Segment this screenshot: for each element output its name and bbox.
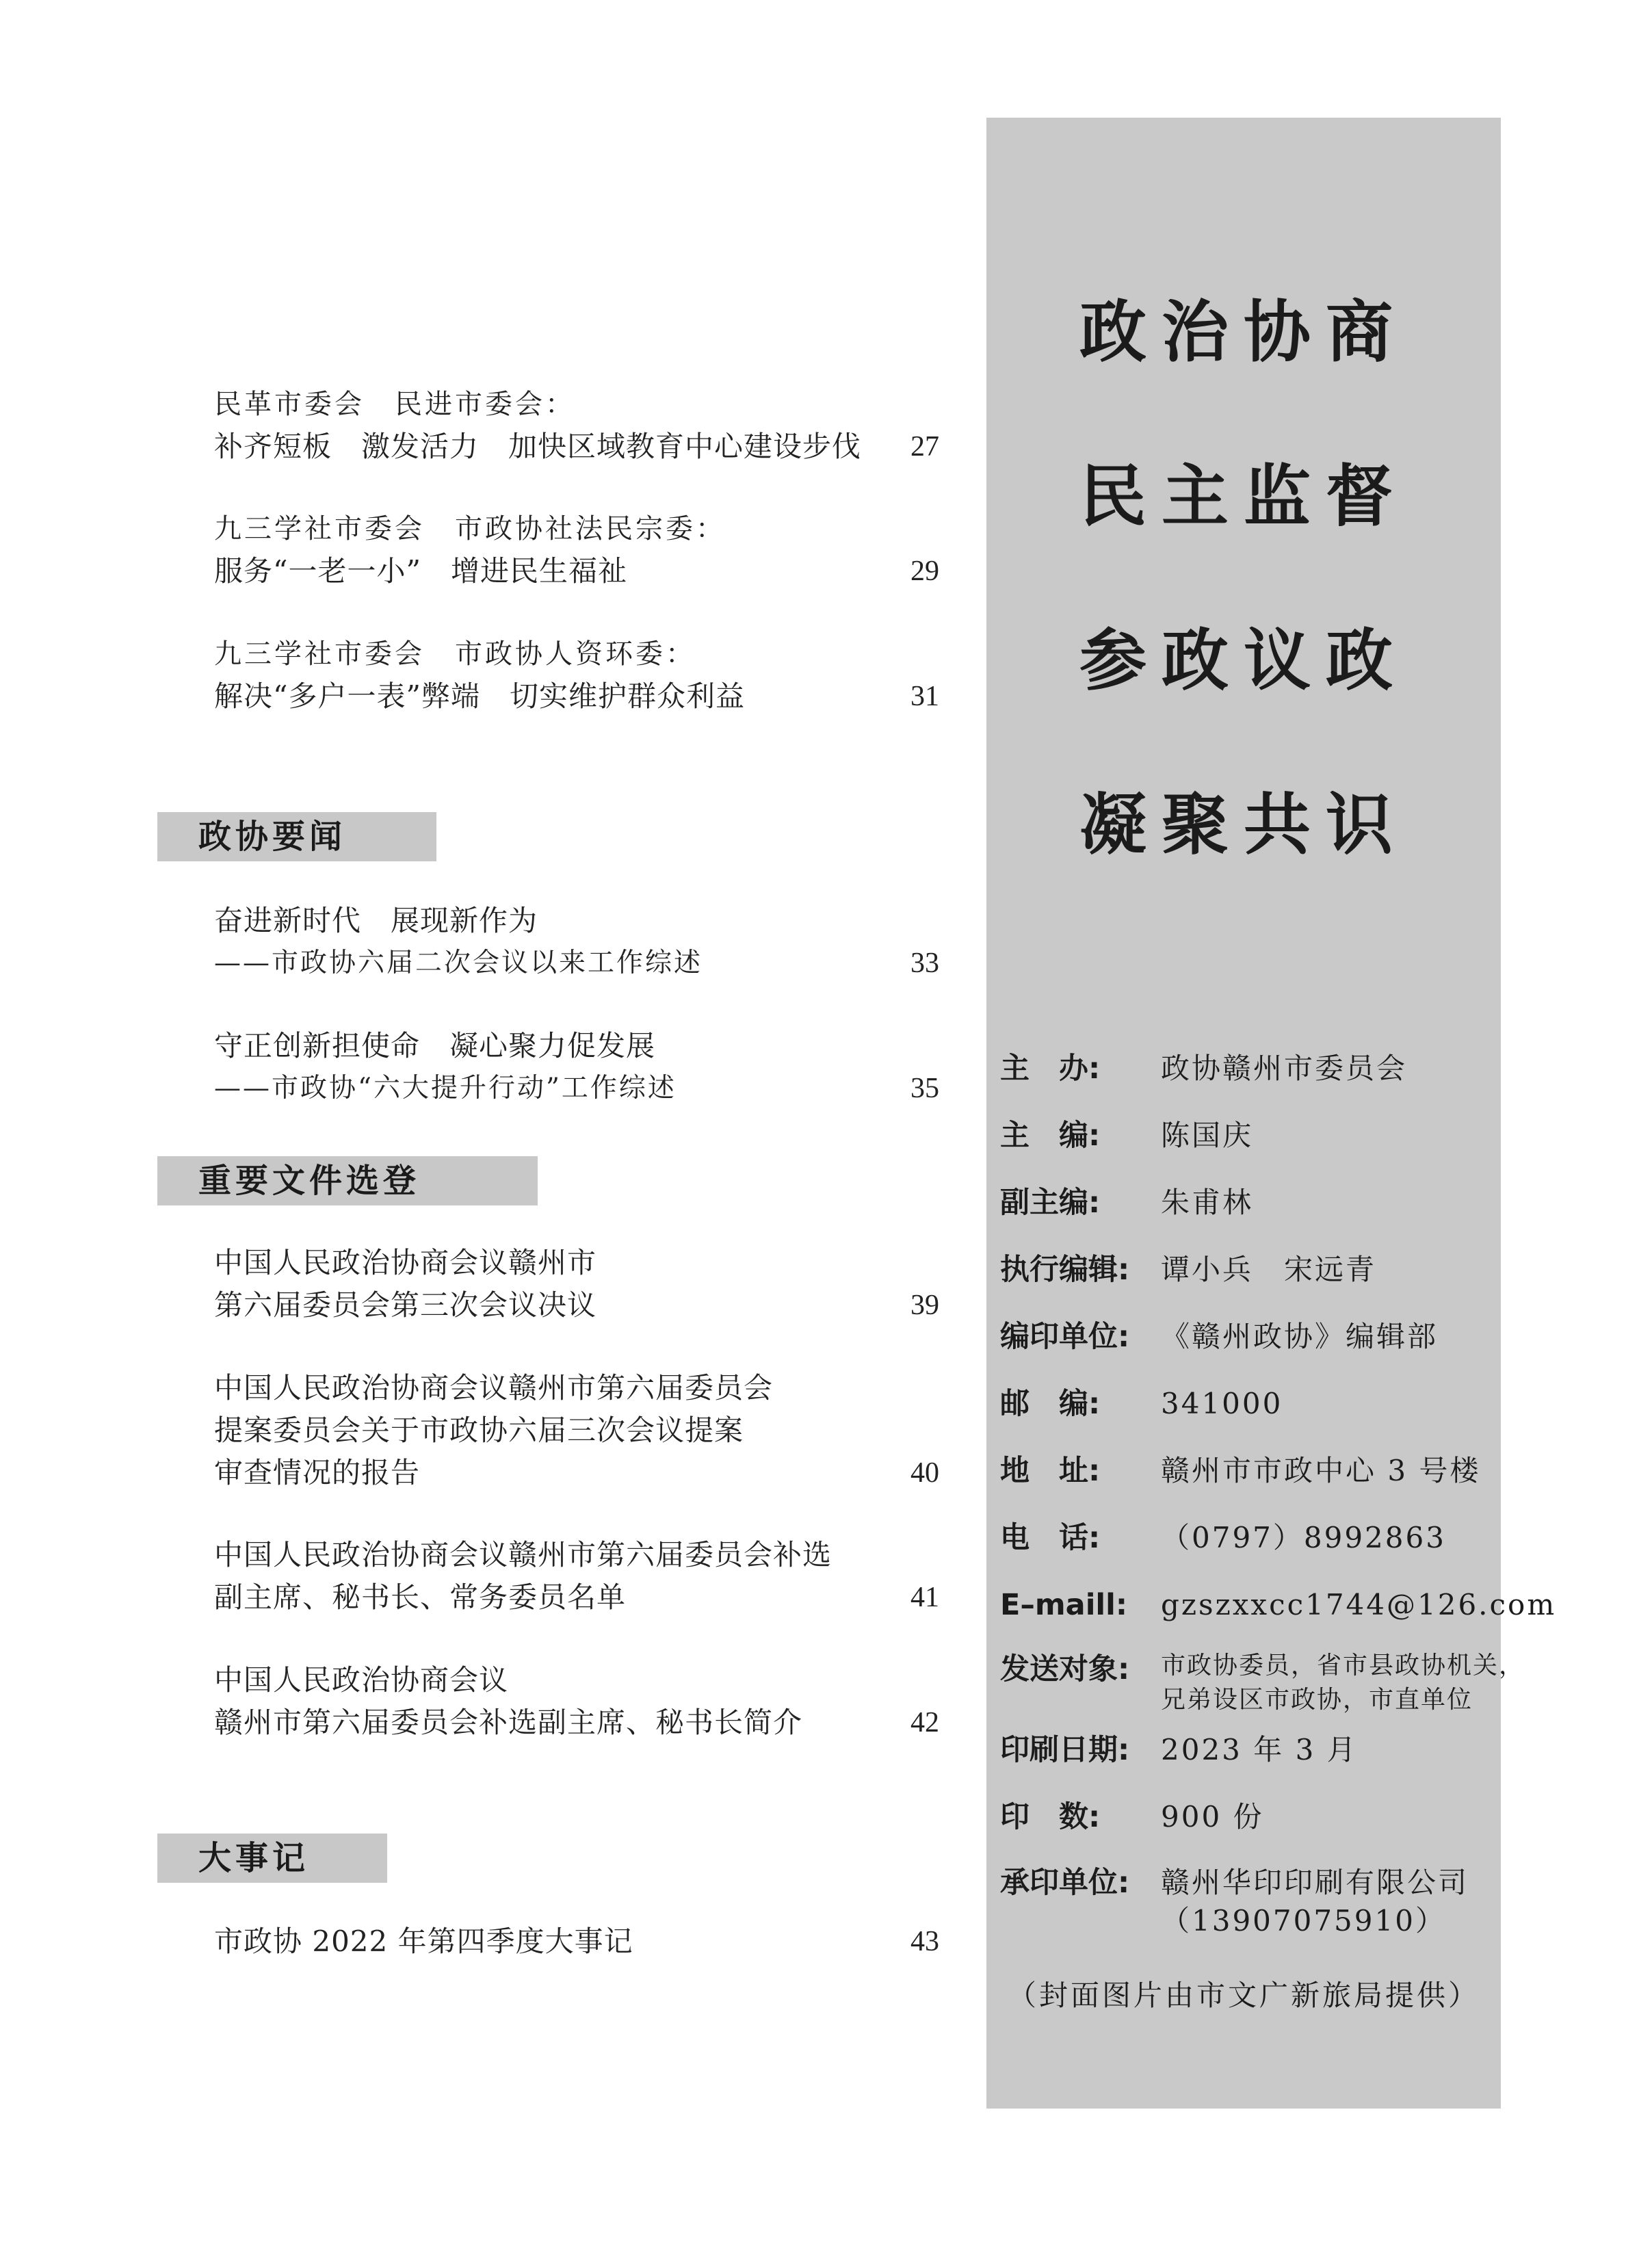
info-value: 2023 年 3 月 [1161,1733,1358,1766]
toc-page-number: 42 [910,1707,939,1738]
info-label: 发送对象: [1000,1652,1130,1686]
info-value-line: 赣州华印印刷有限公司 [1161,1866,1469,1899]
info-label: 副主编: [1000,1186,1101,1220]
toc-entry[interactable] [214,508,939,592]
info-label: 编印单位: [1000,1320,1130,1354]
toc-page-number: 29 [910,556,939,587]
info-value: （0797）8992863 [1161,1521,1446,1554]
toc-entry-subtitle: ——市政协“六大提升行动”工作综述 [214,1073,677,1104]
info-label: 印 数: [1000,1800,1101,1834]
info-value: 赣州市市政中心 3 号楼 [1161,1454,1481,1487]
slogan-3: 参政议政 [1079,621,1408,700]
cover-photo-credit: （封面图片由市文广新旅局提供） [1007,1979,1480,2012]
toc-entry[interactable] [214,1659,939,1744]
section-header-documents: 重要文件选登 [157,1156,538,1205]
toc-entry-title: 补齐短板 激发活力 加快区域教育中心建设步伐 [214,430,862,463]
info-email [1000,1584,1557,1626]
info-editor [1000,1115,1493,1156]
toc-entry-line: 副主席、秘书长、常务委员名单 [214,1580,627,1614]
toc-entry-line: 中国人民政治协商会议赣州市第六届委员会 [214,1371,774,1405]
section-header-events: 大事记 [157,1834,387,1883]
info-recipients [1000,1649,1525,1724]
toc-page-number: 39 [910,1290,939,1321]
info-value: 政协赣州市委员会 [1161,1052,1408,1085]
toc-entry-intro: 九三学社市委会 市政协社法民宗委： [214,513,726,545]
info-label: 承印单位: [1000,1866,1130,1900]
info-label: 邮 编: [1000,1387,1101,1421]
toc-page-number: 41 [910,1582,939,1613]
section-header-news: 政协要闻 [157,812,436,861]
info-value-line: 兄弟设区市政协，市直单位 [1161,1686,1473,1714]
toc-entry-title: 服务“一老一小” 增进民生福祉 [214,554,627,588]
toc-page-number: 40 [910,1457,939,1489]
info-value: 朱甫林 [1161,1186,1254,1219]
toc-page-number: 35 [910,1073,939,1104]
info-label: 执行编辑: [1000,1253,1130,1287]
info-printer [1000,1862,1493,1938]
toc-entry[interactable] [214,1242,939,1327]
info-executive-editors [1000,1249,1493,1290]
toc-entry[interactable] [214,633,939,718]
toc-entry-intro: 九三学社市委会 市政协人资环委： [214,638,696,670]
toc-entry-line: 赣州市第六届委员会补选副主席、秘书长简介 [214,1706,803,1739]
toc-entry-title: 解决“多户一表”弊端 切实维护群众利益 [214,679,745,713]
info-value-line: （13907075910） [1161,1904,1446,1938]
info-print-date [1000,1730,1493,1771]
toc-entry-title: 奋进新时代 展现新作为 [214,904,538,937]
info-label: 印刷日期: [1000,1733,1130,1767]
slogan-4: 凝聚共识 [1079,785,1408,864]
info-publishing-unit [1000,1316,1493,1357]
toc-entry-title: 守正创新担使命 凝心聚力促发展 [214,1029,656,1062]
info-label: 电 话: [1000,1521,1101,1555]
info-value: 《赣州政协》编辑部 [1161,1320,1439,1353]
toc-entry-line: 审查情况的报告 [214,1456,421,1489]
info-label: 地 址: [1000,1454,1101,1488]
toc-entry[interactable] [214,1367,939,1494]
info-organizer [1000,1048,1493,1089]
toc-entry[interactable] [214,383,939,468]
toc-entry[interactable] [214,1534,939,1619]
info-address [1000,1450,1493,1491]
toc-entry-subtitle: ——市政协六届二次会议以来工作综述 [214,948,703,978]
info-phone [1000,1517,1493,1558]
info-label: 主 编: [1000,1119,1101,1153]
toc-entry-line: 中国人民政治协商会议赣州市 [214,1246,597,1279]
toc-page-number: 43 [910,1926,939,1957]
toc-entry-line: 提案委员会关于市政协六届三次会议提案 [214,1413,744,1447]
info-label: E–maill: [1000,1588,1128,1622]
info-value: gzszxxcc1744@126.com [1161,1588,1557,1621]
info-print-run [1000,1797,1493,1838]
info-deputy-editor [1000,1182,1493,1223]
info-postcode [1000,1383,1493,1424]
masthead-panel [986,118,1557,2109]
info-value: 900 份 [1161,1800,1264,1834]
info-value-line: 市政协委员，省市县政协机关， [1161,1652,1525,1680]
toc-entry-line: 中国人民政治协商会议赣州市第六届委员会补选 [214,1538,832,1571]
toc-entry[interactable] [214,1920,939,1963]
slogan-1: 政治协商 [1079,293,1408,371]
toc-entry-line: 第六届委员会第三次会议决议 [214,1288,597,1322]
slogan-2: 民主监督 [1079,457,1408,536]
toc-page-number: 33 [910,948,939,979]
toc-entry-line: 中国人民政治协商会议 [214,1663,509,1697]
toc-page-number: 27 [910,431,939,462]
info-value: 谭小兵 宋远青 [1161,1253,1377,1286]
info-value: 陈国庆 [1161,1119,1254,1152]
toc-entry[interactable] [214,1025,939,1110]
info-value: 341000 [1161,1387,1283,1420]
toc-entry-intro: 民革市委会 民进市委会： [214,389,575,420]
toc-entry-title: 市政协 2022 年第四季度大事记 [214,1925,633,1958]
info-label: 主 办: [1000,1052,1101,1086]
toc-entry[interactable] [214,900,939,984]
toc-page-number: 31 [910,681,939,712]
